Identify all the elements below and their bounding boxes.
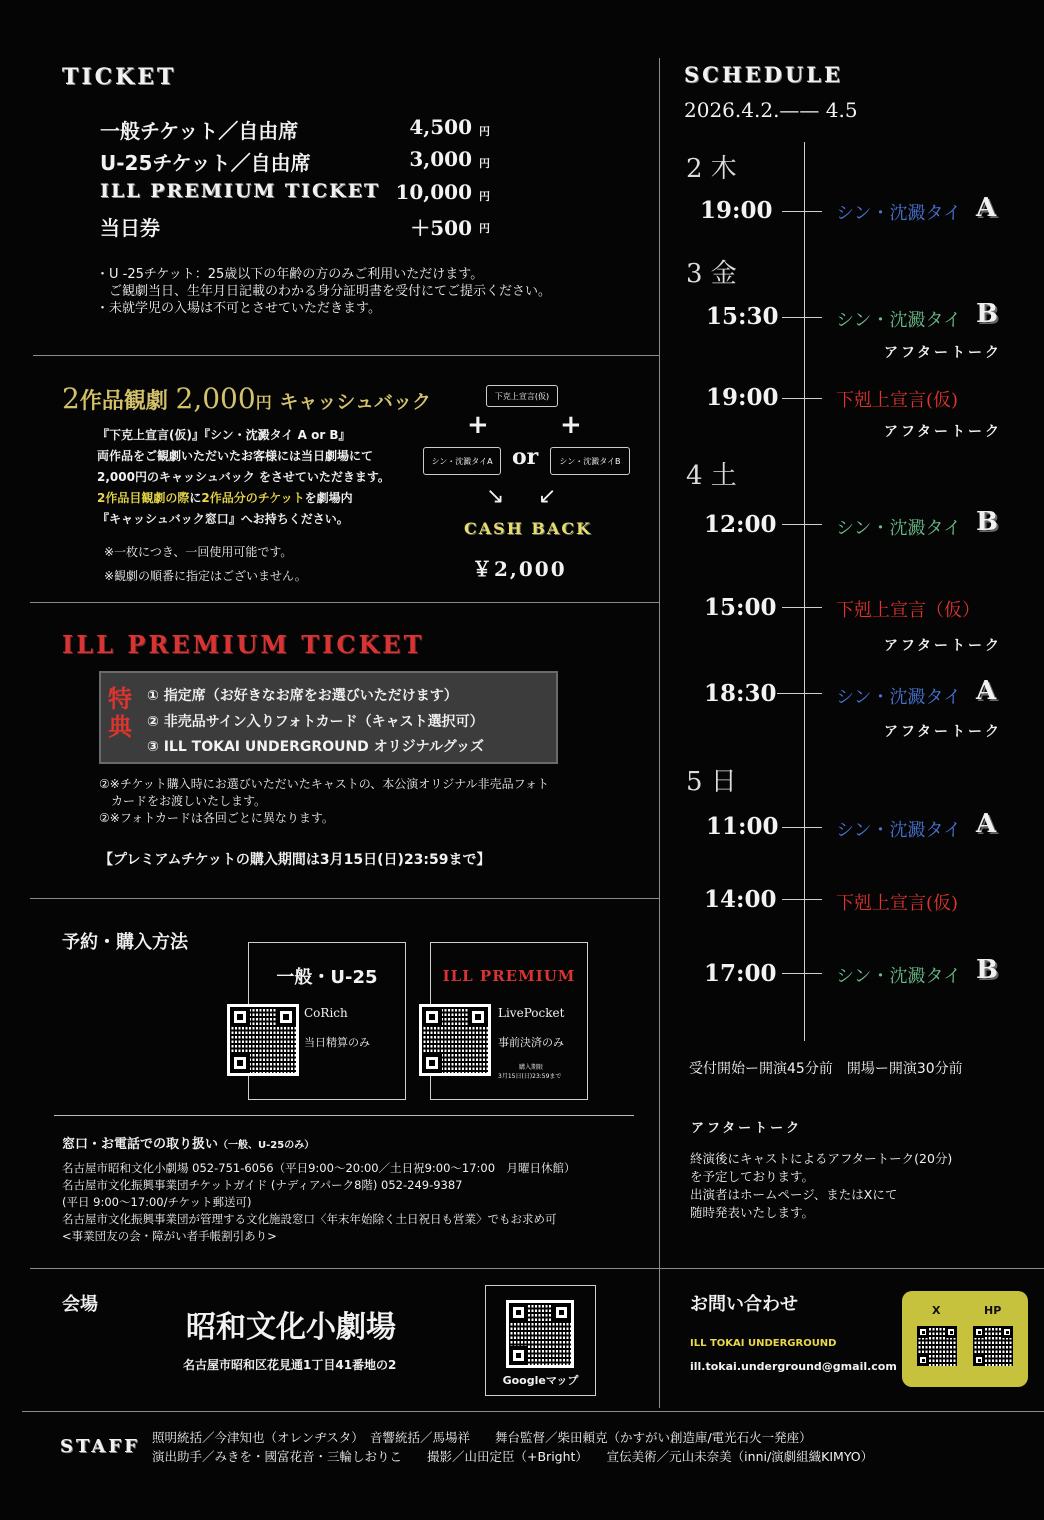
- venue-address: 名古屋市昭和区花見通1丁目41番地の2: [183, 1358, 397, 1372]
- qr-code-corich[interactable]: [227, 1004, 299, 1076]
- ticket-row: [100, 212, 500, 242]
- ticket-unit: 円: [479, 157, 490, 170]
- plus-sign: +: [560, 410, 582, 440]
- center-divider: [659, 58, 660, 1408]
- after-talk-label: アフタートーク: [884, 345, 1003, 361]
- contact-org: ILL TOKAI UNDERGROUND: [690, 1338, 837, 1349]
- card-service: CoRich: [304, 1006, 348, 1020]
- show-time: 17:00: [704, 960, 777, 987]
- ticket-price: 3,000: [409, 147, 472, 171]
- qr-label-hp: HP: [984, 1304, 1002, 1317]
- staff-line: 照明統括／今津知也（オレンヂスタ） 音響統括／馬場祥 舞台監督／柴田頼克（かすがい創造庫/電光石火一発座）: [152, 1430, 812, 1445]
- map-card[interactable]: [485, 1285, 596, 1396]
- ticket-note: ・未就学児の入場は不可とさせていただきます。: [96, 301, 381, 316]
- day-label: 5 日: [686, 767, 737, 797]
- ticket-row: [100, 180, 500, 210]
- ticket-price: 4,500: [409, 115, 472, 139]
- after-talk-line: 随時発表いたします。: [690, 1205, 815, 1220]
- show-title: シン・沈澱タイ: [836, 518, 962, 539]
- card-note: 事前決済のみ: [498, 1036, 564, 1049]
- venue-label: 会場: [62, 1294, 98, 1315]
- show-time: 18:30: [704, 680, 777, 707]
- ticket-unit: 円: [479, 222, 490, 235]
- ticket-notes: [96, 266, 551, 317]
- cashback-notes: [104, 540, 307, 588]
- premium-notes: [99, 776, 549, 827]
- cashback-title-text: 作品観劇: [79, 389, 168, 414]
- show-time: 14:00: [704, 886, 777, 913]
- show-version-letter: A: [976, 809, 997, 839]
- show-time: 15:30: [706, 303, 779, 330]
- ticket-row: [100, 115, 500, 145]
- contact-email: ill.tokai.underground@gmail.com: [690, 1360, 897, 1373]
- divider-ticket: [33, 355, 659, 356]
- show-time: 11:00: [706, 813, 779, 840]
- timeline-tick: [782, 899, 822, 900]
- benefit-item: ① 指定席（お好きなお席をお選びいただけます）: [147, 688, 458, 704]
- ticket-name: ILL PREMIUM TICKET: [100, 180, 381, 202]
- cashback-line: 両作品をご観劇いただいたお客様には当日劇場にて: [97, 449, 374, 463]
- show-version-letter: B: [976, 955, 998, 985]
- premium-period: 【プレミアムチケットの購入期間は3月15日(日)23:59まで】: [99, 852, 491, 868]
- card-period: 3月15日(日)23:59まで: [498, 1073, 562, 1080]
- cashback-title-amount: 2,000: [175, 382, 256, 415]
- divider-purchase: [54, 1115, 634, 1116]
- window-lines: [62, 1160, 576, 1245]
- show-time: 19:00: [700, 197, 773, 224]
- show-version-letter: B: [976, 299, 998, 329]
- window-line: (平日 9:00〜17:00/チケット郵送可): [62, 1195, 252, 1209]
- show-time: 19:00: [706, 384, 779, 411]
- reception-times: 受付開始ー開演45分前 開場ー開演30分前: [689, 1061, 963, 1077]
- after-talk-line: 出演者はホームページ、またはXにて: [690, 1187, 898, 1202]
- cashback-text: に: [189, 491, 202, 505]
- card-title: 一般・U-25: [276, 967, 378, 988]
- qr-label-x: X: [932, 1304, 941, 1317]
- contact-heading: お問い合わせ: [690, 1294, 798, 1315]
- benefit-badge: 特典: [108, 685, 132, 741]
- ticket-note: ご観劇当日、生年月日記載のわかる身分証明書を受付にてご提示ください。: [96, 284, 552, 299]
- qr-code-x[interactable]: [914, 1323, 960, 1369]
- card-note: 当日精算のみ: [304, 1036, 370, 1049]
- after-talk-info: [690, 1150, 952, 1222]
- show-version-letter: B: [976, 507, 998, 537]
- ticket-note: ・U -25チケット：25歳以下の年齢の方のみご利用いただけます。: [96, 267, 484, 282]
- timeline-tick: [777, 693, 822, 694]
- show-title: シン・沈澱タイ: [836, 820, 962, 841]
- divider-staff: [22, 1411, 1044, 1412]
- timeline-tick: [782, 398, 822, 399]
- qr-code-map[interactable]: [506, 1300, 574, 1368]
- cashback-body: [97, 425, 390, 530]
- ticket-stub-shin-b: シン・沈澱タイB: [550, 447, 630, 475]
- arrow-down-right-icon: ↘: [486, 484, 505, 509]
- card-title: ILL PREMIUM: [442, 967, 576, 985]
- map-label: Googleマップ: [502, 1374, 579, 1387]
- day-label: 2 木: [686, 154, 737, 184]
- contact-qr-panel: [902, 1291, 1028, 1387]
- cashback-title-unit: 円: [255, 393, 272, 412]
- show-title: 下剋上宣言（仮）: [836, 600, 980, 621]
- qr-code-livepocket[interactable]: [419, 1004, 491, 1076]
- after-talk-label: アフタートーク: [884, 638, 1003, 654]
- benefit-item: ② 非売品サイン入りフォトカード（キャスト選択可）: [147, 714, 484, 730]
- timeline-tick: [782, 827, 822, 828]
- venue-name: 昭和文化小劇場: [186, 1310, 396, 1345]
- staff-label: STAFF: [60, 1436, 140, 1457]
- cashback-note: ※観劇の順番に指定はございません。: [104, 569, 307, 583]
- premium-heading: ILL PREMIUM TICKET: [62, 630, 425, 659]
- show-title: シン・沈澱タイ: [836, 966, 962, 987]
- show-title: 下剋上宣言(仮): [836, 893, 959, 914]
- cashback-line: [97, 488, 390, 509]
- after-talk-line: を予定しております。: [690, 1169, 815, 1184]
- show-title: シン・沈澱タイ: [836, 203, 962, 224]
- ticket-unit: 円: [479, 190, 490, 203]
- schedule-timeline: [804, 142, 805, 1041]
- cashback-note: ※一枚につき、一回使用可能です。: [104, 545, 293, 559]
- window-heading: [62, 1133, 314, 1152]
- arrow-down-left-icon: ↙: [538, 484, 557, 509]
- divider-premium: [30, 898, 659, 899]
- card-service: LivePocket: [498, 1006, 565, 1020]
- show-time: 15:00: [704, 594, 777, 621]
- show-title: シン・沈澱タイ: [836, 310, 962, 331]
- purchase-heading: 予約・購入方法: [62, 932, 188, 953]
- window-line: 名古屋市文化振興事業団が管理する文化施設窓口〈年末年始除く土日祝日も営業〉でもお求め可: [62, 1212, 557, 1226]
- window-line: 名古屋市昭和文化小劇場 052-751-6056（平日9:00〜20:00／土日祝9:00〜17:00 月曜日休館）: [62, 1161, 576, 1175]
- after-talk-line: 終演後にキャストによるアフタートーク(20分): [690, 1151, 953, 1166]
- ticket-stub-shin-a: シン・沈澱タイA: [423, 447, 501, 475]
- after-talk-heading: アフタートーク: [691, 1121, 803, 1136]
- timeline-tick: [782, 607, 822, 608]
- window-line: <事業団友の会・障がい者手帳割引あり>: [62, 1229, 277, 1243]
- timeline-tick: [782, 973, 822, 974]
- or-label: or: [512, 444, 539, 470]
- premium-benefits-box: [99, 671, 558, 764]
- ticket-row: [100, 147, 500, 177]
- after-talk-label: アフタートーク: [884, 424, 1003, 440]
- divider-cashback: [30, 602, 659, 603]
- after-talk-label: アフタートーク: [884, 724, 1003, 740]
- show-title: 下剋上宣言(仮): [836, 390, 959, 411]
- cash-back-amount: ￥2,000: [472, 557, 567, 581]
- staff-credits: [152, 1428, 873, 1466]
- qr-code-hp[interactable]: [970, 1323, 1016, 1369]
- ticket-price: 10,000: [395, 180, 472, 204]
- cashback-line: 『キャッシュバック窓口』へお持ちください。: [97, 512, 349, 526]
- schedule-heading: SCHEDULE: [684, 62, 844, 87]
- cashback-text: を劇場内: [304, 491, 353, 505]
- ticket-name: 当日券: [100, 216, 160, 240]
- ticket-heading: TICKET: [62, 64, 177, 90]
- premium-note: カードをお渡しいたします。: [99, 794, 267, 808]
- window-heading-text: 窓口・お電話での取り扱い: [62, 1137, 219, 1152]
- show-version-letter: A: [976, 193, 997, 223]
- ticket-stub-gekokujo: 下克上宣言(仮): [486, 385, 558, 407]
- cashback-title: [62, 382, 431, 415]
- timeline-tick: [782, 317, 822, 318]
- window-heading-sub: （一般、U-25のみ）: [218, 1140, 315, 1151]
- show-title: シン・沈澱タイ: [836, 687, 962, 708]
- staff-line: 演出助手／みきを・國富花音・三輪しおりこ 撮影／山田定臣（+Bright） 宣伝美術／元山未奈美（inni/演劇組織KIMYO）: [152, 1449, 874, 1464]
- ticket-name: 一般チケット／自由席: [100, 119, 299, 143]
- day-label: 3 金: [686, 259, 737, 289]
- show-version-letter: A: [976, 676, 997, 706]
- cashback-highlight: 2作品目観劇の際: [97, 491, 190, 505]
- cash-back-label: CASH BACK: [464, 519, 592, 538]
- cashback-line: 『下克上宣言(仮)』『シン・沈澱タイ A or B』: [97, 428, 351, 442]
- premium-note: ②※チケット購入時にお選びいただいたキャストの、本公演オリジナル非売品フォト: [99, 777, 550, 791]
- plus-sign: +: [467, 410, 489, 440]
- cashback-line: 2,000円のキャッシュバック をさせていただきます。: [97, 470, 390, 484]
- ticket-unit: 円: [479, 125, 490, 138]
- timeline-tick: [782, 524, 822, 525]
- cashback-title-num: 2: [62, 382, 80, 415]
- divider-venue: [30, 1268, 1044, 1269]
- timeline-tick: [782, 211, 822, 212]
- ticket-name: U-25チケット／自由席: [100, 151, 311, 175]
- card-period-label: 購入期限: [519, 1064, 544, 1071]
- schedule-range: 2026.4.2.—— 4.5: [684, 98, 858, 122]
- ticket-price: ＋500: [410, 216, 472, 240]
- premium-note: ②※フォトカードは各回ごとに異なります。: [99, 811, 334, 825]
- benefit-item: ③ ILL TOKAI UNDERGROUND オリジナルグッズ: [147, 739, 484, 755]
- window-line: 名古屋市文化振興事業団チケットガイド (ナディアパーク8階) 052-249-9387: [62, 1178, 463, 1192]
- cashback-highlight: 2作品分のチケット: [201, 491, 305, 505]
- show-time: 12:00: [704, 511, 777, 538]
- cashback-title-label: キャッシュバック: [279, 391, 431, 413]
- day-label: 4 土: [686, 461, 737, 491]
